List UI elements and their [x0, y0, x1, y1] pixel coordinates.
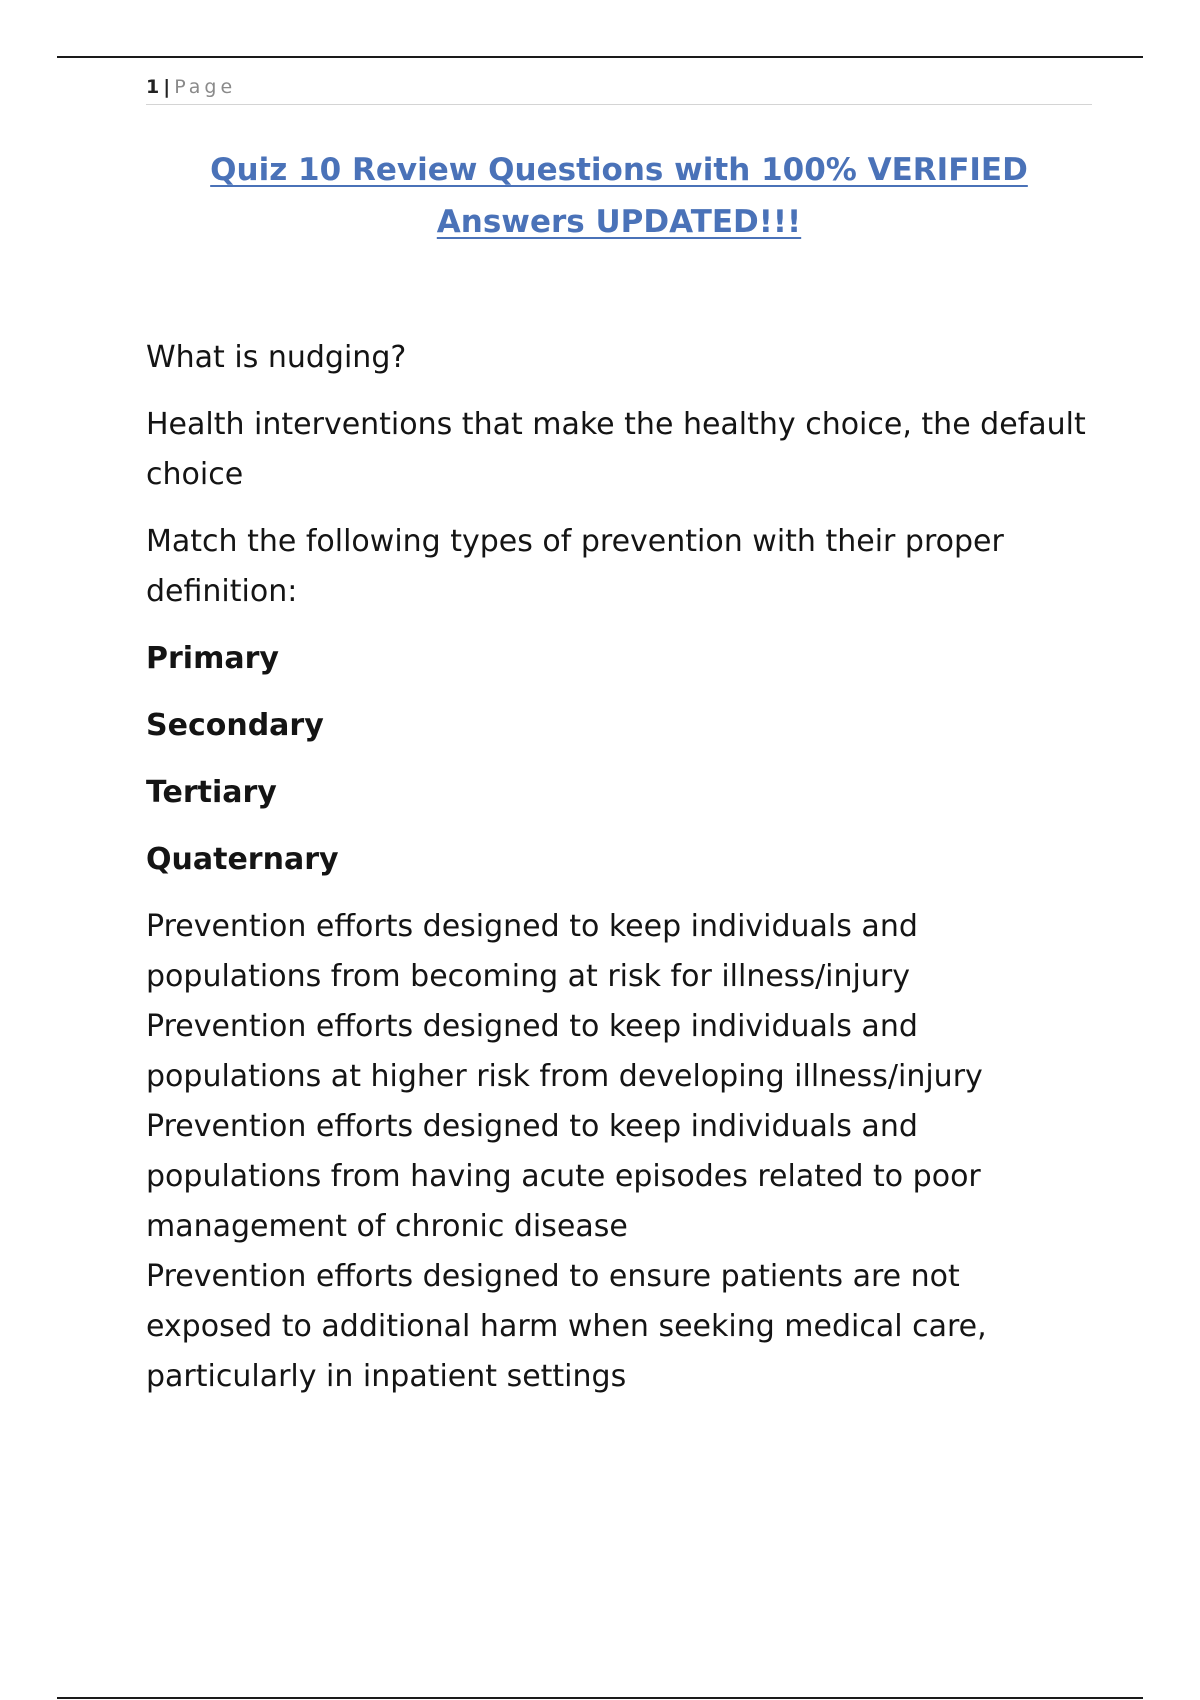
- title-line-1: Quiz 10 Review Questions with 100% VERIFIED: [210, 152, 1028, 188]
- top-border-line: [57, 56, 1143, 58]
- term-secondary: Secondary: [146, 708, 324, 743]
- definition-3: Prevention efforts designed to keep individuals and populations from having acute episodes related to poor management of chronic disease: [146, 1109, 981, 1244]
- page-header: [146, 74, 1092, 105]
- bottom-border-line: [57, 1697, 1143, 1699]
- page-label: Page: [174, 76, 237, 98]
- definition-4: Prevention efforts designed to ensure patients are not exposed to additional harm when seeking medical care, particularly in inpatient settings: [146, 1259, 987, 1394]
- term-quaternary: Quaternary: [146, 842, 339, 877]
- page-separator: |: [163, 76, 171, 98]
- question-nudging: What is nudging?: [146, 340, 407, 375]
- term-tertiary: Tertiary: [146, 775, 277, 810]
- document-body: [146, 333, 1092, 1402]
- definition-1: Prevention efforts designed to keep individuals and populations from becoming at risk for illness/injury: [146, 909, 918, 994]
- question-prevention-match: Match the following types of prevention with their proper definition:: [146, 524, 1004, 609]
- document-title: [146, 144, 1092, 248]
- answer-nudging: Health interventions that make the healthy choice, the default choice: [146, 407, 1086, 492]
- term-primary: Primary: [146, 641, 279, 676]
- title-line-2: Answers UPDATED!!!: [436, 204, 802, 240]
- definition-2: Prevention efforts designed to keep individuals and populations at higher risk from developing illness/injury: [146, 1009, 983, 1094]
- page-number: 1: [146, 76, 160, 98]
